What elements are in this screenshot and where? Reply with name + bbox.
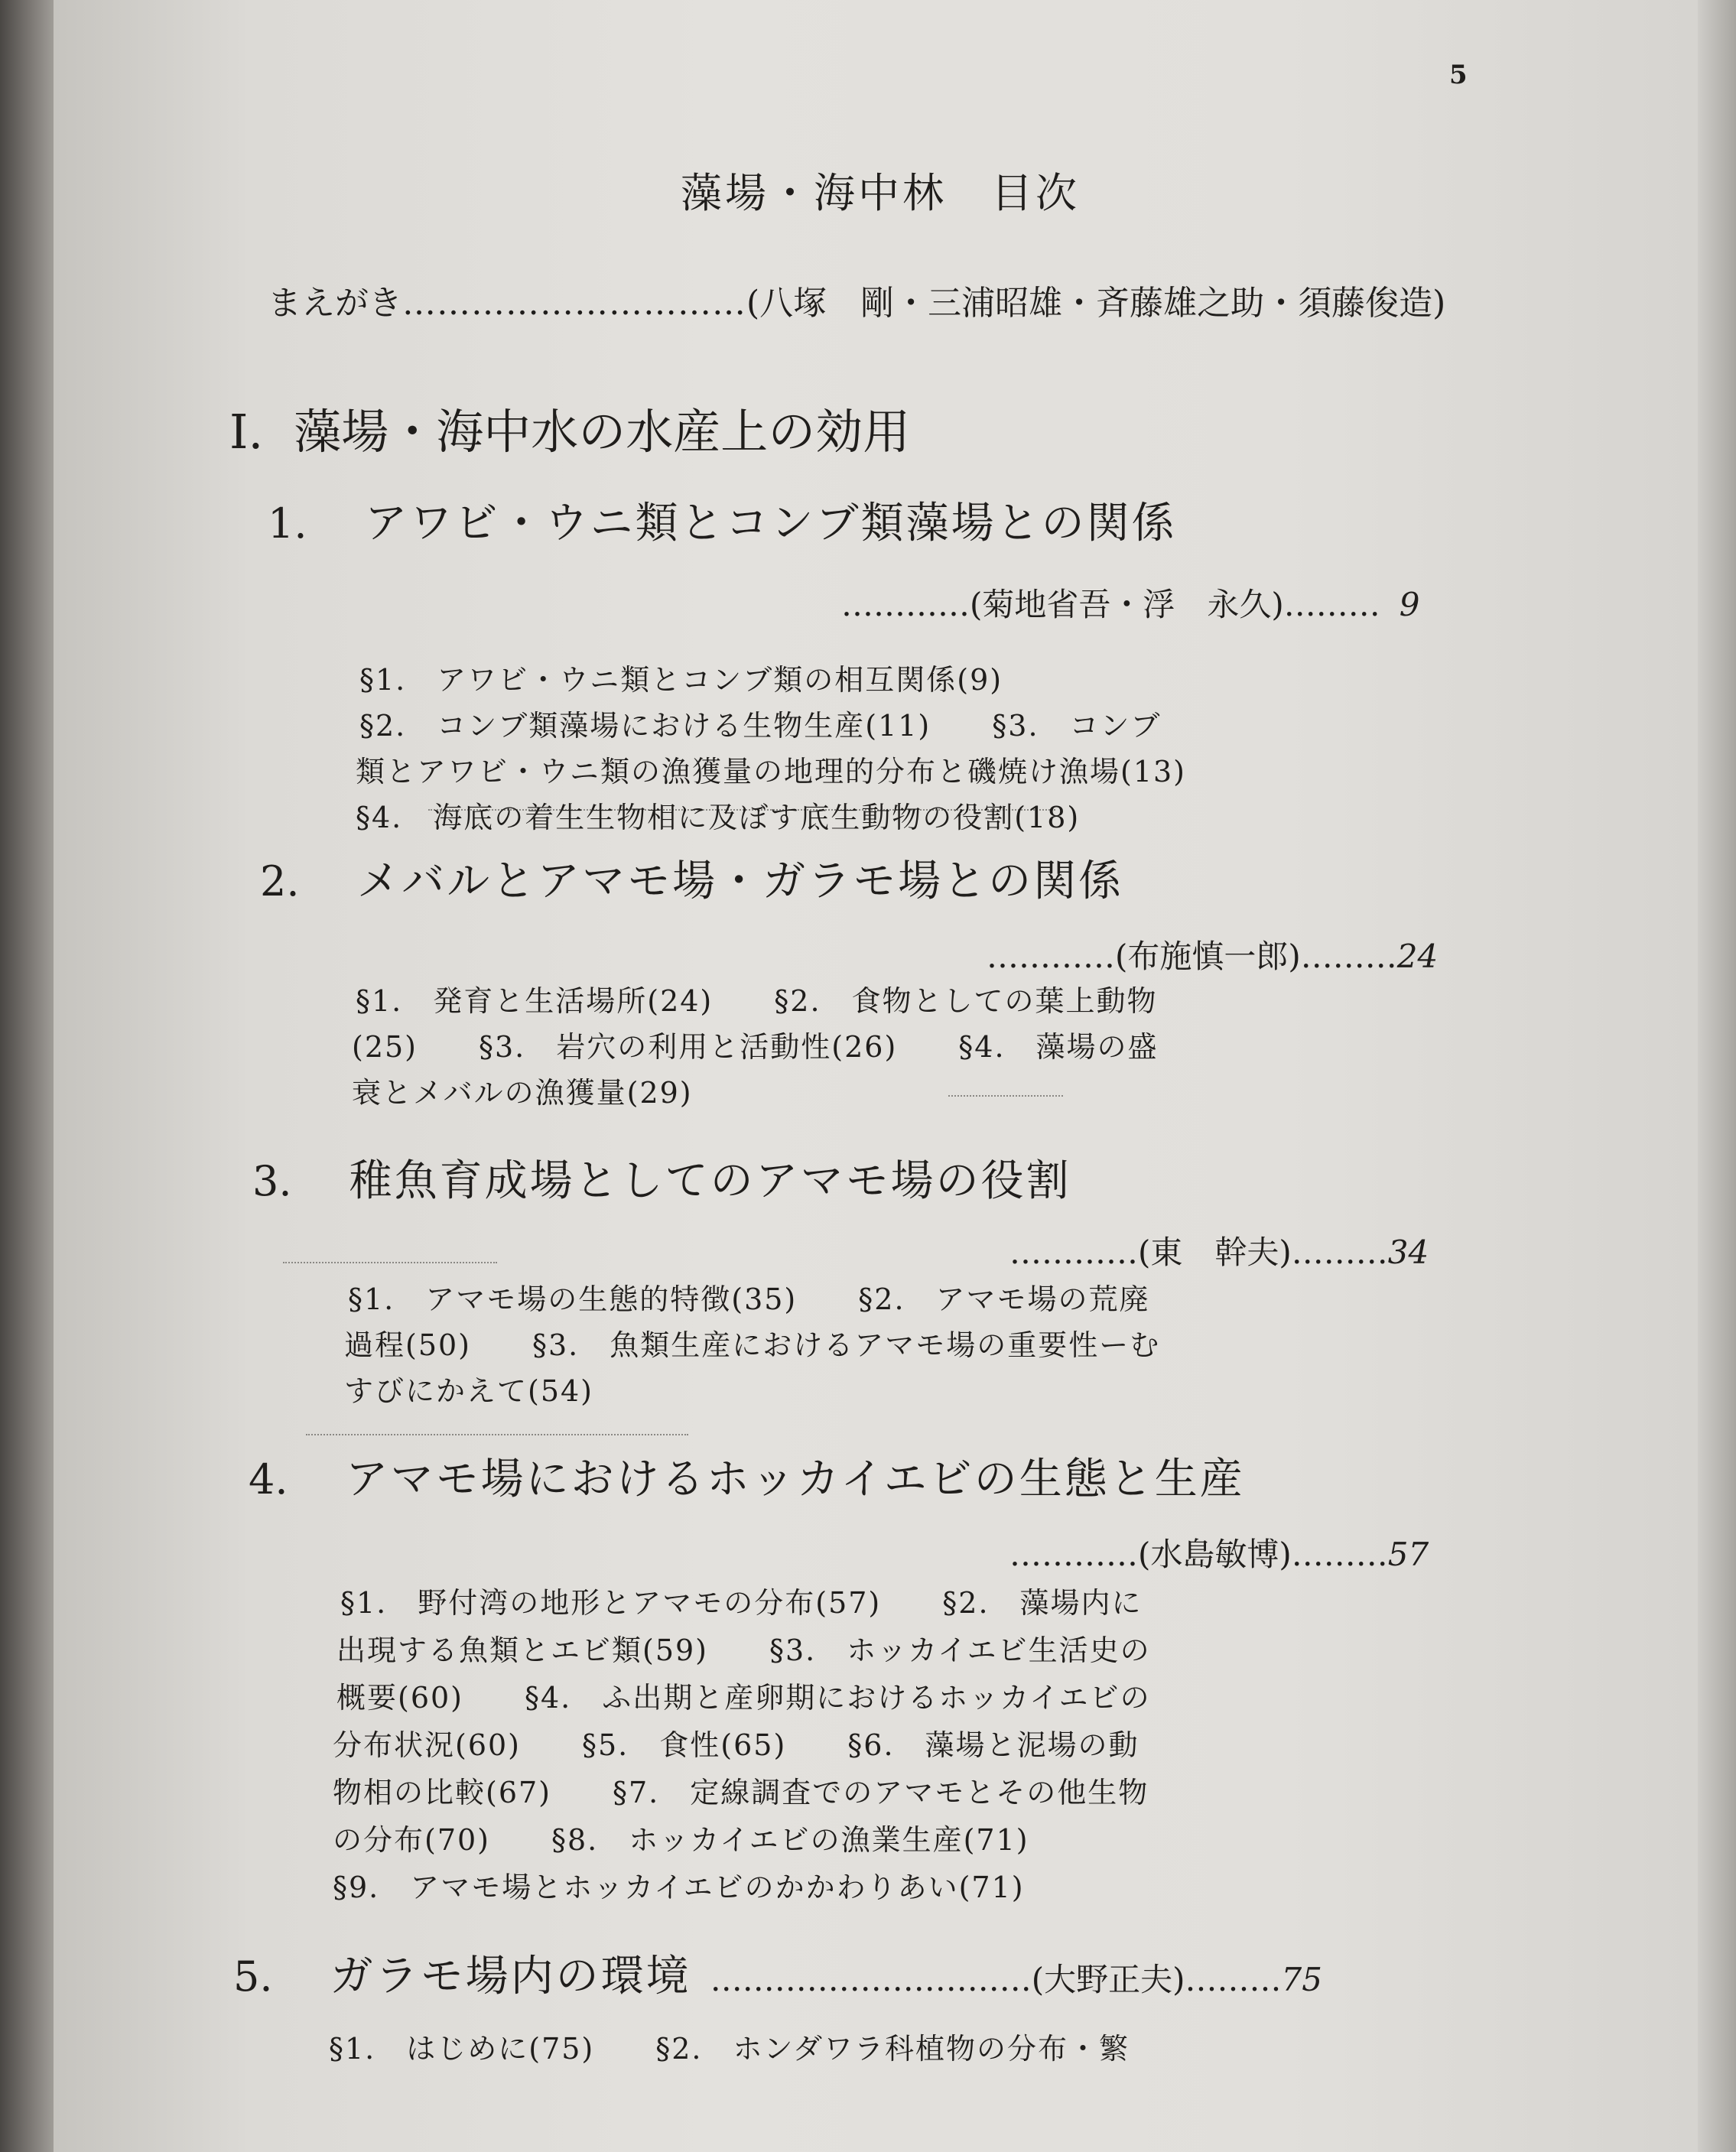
section-heading <box>252 1147 1071 1208</box>
section-title: アワビ・ウニ類とコンブ類藻場との関係 <box>364 499 1177 548</box>
author-leader: …………(菊地省吾・浮 永久)……… <box>841 586 1380 623</box>
author-leader: …………(布施慎一郎)……… <box>987 938 1397 975</box>
section-page: 24 <box>1396 938 1439 975</box>
section-heading <box>268 489 1177 551</box>
section-title: アマモ場におけるホッカイエビの生態と生産 <box>345 1455 1245 1504</box>
preface-leader: ………………………… <box>402 284 746 323</box>
section-author <box>1009 1529 1429 1575</box>
page-number: 5 <box>1449 60 1468 90</box>
page-edge <box>1698 0 1736 2152</box>
section-title: ガラモ場内の環境 <box>330 1952 691 2001</box>
section-number: 4. <box>249 1455 288 1503</box>
author-leader: …………………………(大野正夫)……… <box>710 1961 1282 1998</box>
subsection-line: §1. 発育と生活場所(24) §2. 食物としての葉上動物 <box>356 984 1158 1018</box>
subsection-line: §1. アワビ・ウニ類とコンブ類の相互関係(9) <box>359 663 1003 697</box>
part-title: 藻場・海中水の水産上の効用 <box>294 404 911 460</box>
section-number: 1. <box>268 499 307 548</box>
subsection-line: 過程(50) §3. 魚類生産におけるアマモ場の重要性ーむ <box>344 1328 1161 1362</box>
author-leader: …………(水島敏博)……… <box>1009 1536 1388 1573</box>
subsection-line: §1. 野付湾の地形とアマモの分布(57) §2. 藻場内に <box>340 1586 1143 1620</box>
subsection-line: §1. はじめに(75) §2. ホンダワラ科植物の分布・繁 <box>329 2032 1130 2066</box>
preface-entry <box>268 275 1445 324</box>
section-title: メバルとアマモ場・ガラモ場との関係 <box>356 857 1124 906</box>
subsection-line: §2. コンブ類藻場における生物生産(11) §3. コンブ <box>359 709 1162 743</box>
subsection-line: 概要(60) §4. ふ出期と産卵期におけるホッカイエビの <box>336 1681 1151 1715</box>
section-page: 75 <box>1281 1961 1322 1998</box>
subsection-line: §4. 海底の着生生物相に及ぼす底生動物の役割(18) <box>356 801 1081 834</box>
subsection-line: 出現する魚類とエビ類(59) §3. ホッカイエビ生活史の <box>336 1634 1151 1667</box>
subsection-line: 分布状況(60) §5. 食性(65) §6. 藻場と泥場の動 <box>333 1728 1139 1762</box>
subsection-line: 物相の比較(67) §7. 定線調査でのアマモとその他生物 <box>333 1776 1149 1809</box>
section-number: 2. <box>260 857 300 905</box>
section-number: 5. <box>233 1952 273 2001</box>
subsection-line: (25) §3. 岩穴の利用と活動性(26) §4. 藻場の盛 <box>352 1030 1159 1064</box>
subsection-line: §1. アマモ場の生態的特徴(35) §2. アマモ場の荒廃 <box>348 1282 1150 1316</box>
section-number: 3. <box>252 1157 292 1205</box>
subsection-line: 類とアワビ・ウニ類の漁獲量の地理的分布と磯焼け漁場(13) <box>356 755 1187 788</box>
section-author <box>1009 1227 1429 1273</box>
toc-title: 藻場・海中林 目次 <box>681 169 1080 217</box>
subsection-line: の分布(70) §8. ホッカイエビの漁業生産(71) <box>333 1823 1029 1857</box>
section-page: 57 <box>1387 1536 1429 1573</box>
section-author <box>841 580 1420 626</box>
section-title: 稚魚育成場としてのアマモ場の役割 <box>349 1156 1071 1206</box>
section-heading <box>233 1942 1322 2004</box>
bleed-through-line <box>283 1262 497 1263</box>
subsection-line: 衰とメバルの漁獲量(29) <box>352 1076 693 1110</box>
author-leader: …………(東 幹夫)……… <box>1009 1234 1388 1271</box>
bleed-through-line <box>306 1434 688 1435</box>
section-heading <box>249 1445 1245 1507</box>
section-author <box>710 1961 1322 1998</box>
subsection-line: §9. アマモ場とホッカイエビのかかわりあい(71) <box>333 1871 1025 1904</box>
section-author <box>987 931 1438 977</box>
subsection-line: すびにかえて(54) <box>344 1374 594 1408</box>
book-spine-shadow <box>0 0 54 2152</box>
section-page: 9 <box>1399 586 1420 623</box>
bleed-through-line <box>948 1095 1063 1097</box>
section-page: 34 <box>1387 1234 1429 1271</box>
section-heading <box>260 847 1123 909</box>
part-numeral: I. <box>229 404 264 460</box>
part-heading <box>229 394 910 462</box>
preface-authors: (八塚 剛・三浦昭雄・斉藤雄之助・須藤俊造) <box>746 284 1446 323</box>
preface-label: まえがき <box>268 284 402 323</box>
